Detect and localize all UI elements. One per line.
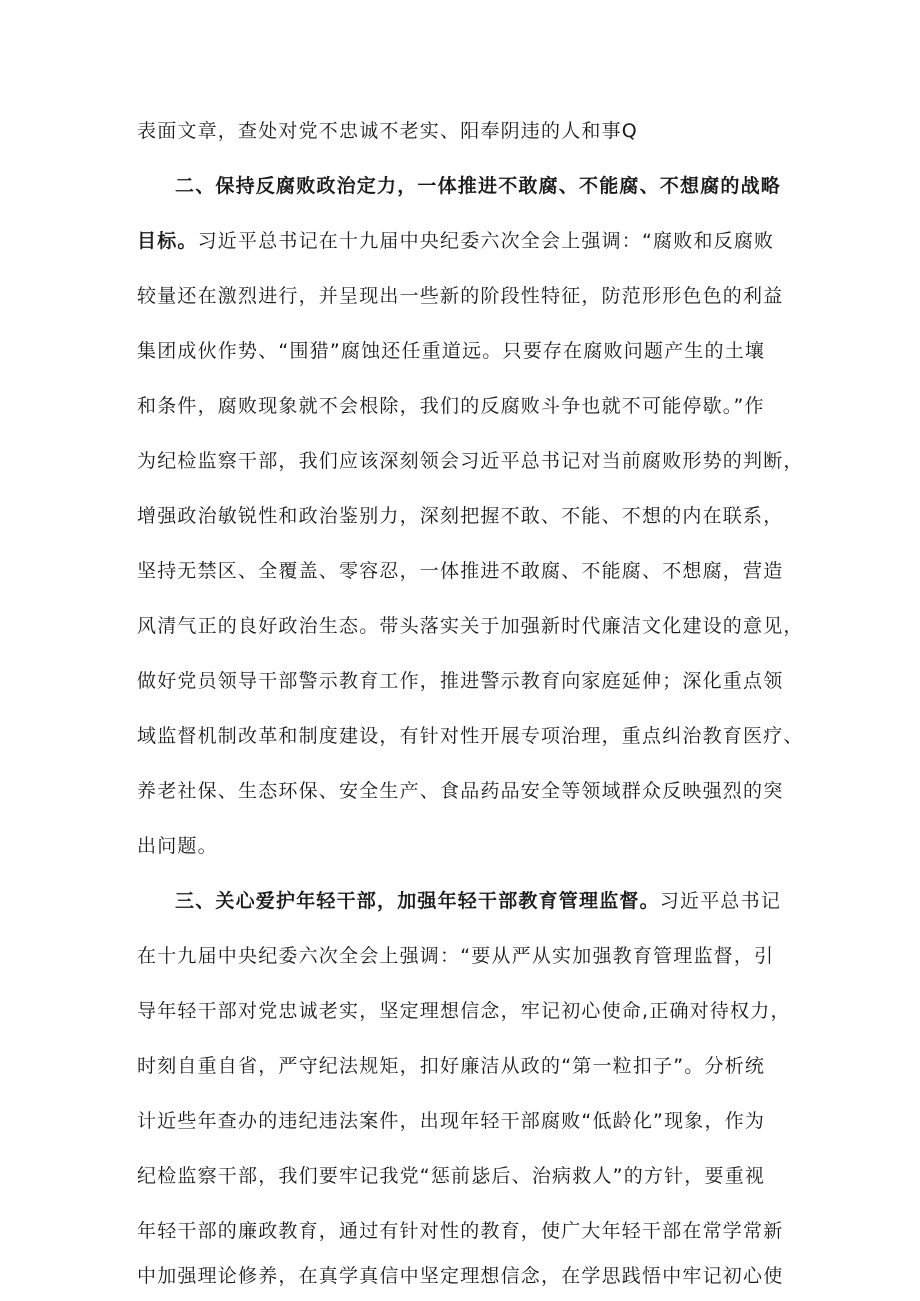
text-line: 中加强理论修养，在真学真信中坚定理想信念，在学思践悟中牢记初心使 — [137, 1265, 784, 1287]
text-line: 年轻干部的廉政教育，通过有针对性的教育，使广大年轻干部在常学常新 — [137, 1220, 784, 1242]
text-line: 集团成伙作势、“围猎”腐蚀还任重道远。只要存在腐败问题产生的土壤 — [137, 340, 766, 362]
text-line: 表面文章，查处对党不忠诚不老实、阳奉阴违的人和事Q — [137, 120, 638, 142]
text-line: 较量还在激烈进行，并呈现出一些新的阶段性特征，防范形形色色的利益 — [137, 285, 784, 307]
text-line: 计近些年查办的违纪违法案件，出现年轻干部腐败“低龄化”现象，作为 — [137, 1110, 766, 1132]
text-line: 在十九届中央纪委六次全会上强调：“要从严从实加强教育管理监督，引 — [137, 945, 775, 967]
section-heading: 三、关心爱护年轻干部，加强年轻干部教育管理监督。 — [175, 890, 660, 912]
text-run: 习近平总书记在十九届中央纪委六次全会上强调：“腐败和反腐败 — [197, 230, 775, 252]
text-line — [175, 888, 835, 914]
text-line: 增强政治敏锐性和政治鉴别力，深刻把握不敢、不能、不想的内在联系， — [137, 505, 784, 527]
section-heading: 二、保持反腐败政治定力，一体推进不敢腐、不能腐、不想腐的战略 — [175, 175, 782, 197]
text-line: 养老社保、生态环保、安全生产、食品药品安全等领域群众反映强烈的突 — [137, 780, 784, 802]
text-line — [137, 228, 797, 254]
text-line: 出问题。 — [137, 835, 218, 857]
text-line: 域监督机制改革和制度建设，有针对性开展专项治理，重点纠治教育医疗、 — [137, 725, 804, 747]
text-line: 和条件，腐败现象就不会根除，我们的反腐败斗争也就不可能停歇。”作 — [137, 395, 765, 417]
text-line: 风清气正的良好政治生态。带头落实关于加强新时代廉洁文化建设的意见， — [137, 615, 804, 637]
section-heading-end: 目标。 — [137, 230, 198, 252]
text-line: 做好党员领导干部警示教育工作，推进警示教育向家庭延伸；深化重点领 — [137, 670, 784, 692]
text-line: 时刻自重自省，严守纪法规矩，扣好廉洁从政的“第一粒扣子”。分析统 — [137, 1055, 766, 1077]
text-line: 坚持无禁区、全覆盖、零容忍，一体推进不敢腐、不能腐、不想腐，营造 — [137, 560, 784, 582]
text-line: 为纪检监察干部，我们应该深刻领会习近平总书记对当前腐败形势的判断， — [137, 450, 804, 472]
text-line: 纪检监察干部，我们要牢记我党“惩前毖后、治病救人”的方针，要重视 — [137, 1165, 766, 1187]
text-line: 导年轻干部对党忠诚老实，坚定理想信念，牢记初心使命,正确对待权力， — [137, 1000, 791, 1022]
text-run: 习近平总书记 — [659, 890, 782, 912]
